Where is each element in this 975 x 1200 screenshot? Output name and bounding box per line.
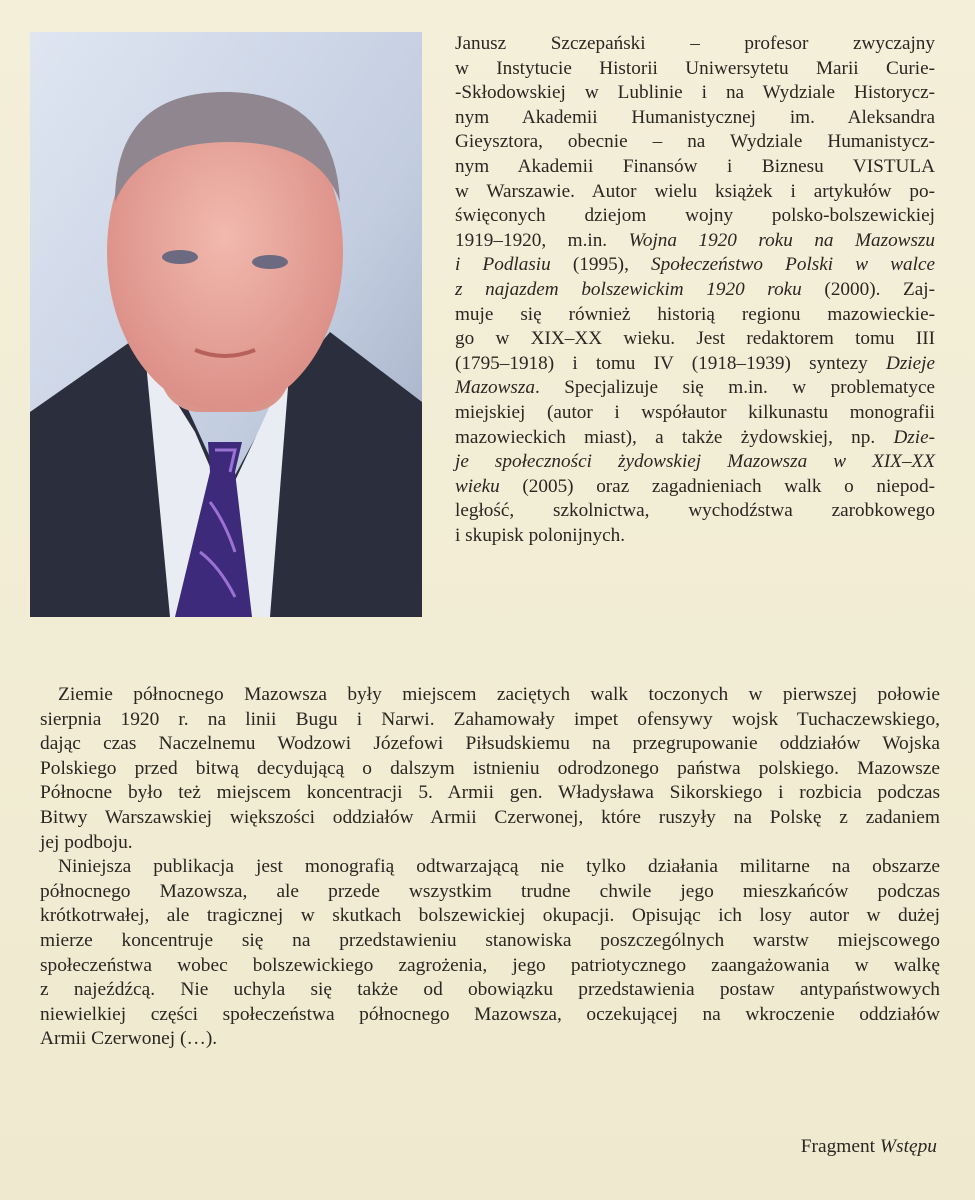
- bio-text: 1919–1920, m.in.: [455, 229, 629, 251]
- bio-text: nym Akademii Humanistycznej im. Aleksandra: [455, 106, 935, 128]
- bio-line: [455, 499, 935, 524]
- bio-line: [455, 180, 935, 205]
- bio-italic-title: Mazowsza: [455, 377, 535, 399]
- paragraph-line: sierpnia 1920 r. na linii Bugu i Narwi. Zahamowały impet ofensywy wojsk Tuchaczewskiego,: [40, 708, 940, 730]
- paragraph-line: Północne było też miejscem koncentracji 5. Armii gen. Władysława Sikorskiego i rozbicia podczas: [40, 782, 940, 804]
- paragraph-line: Bitwy Warszawskiej większości oddziałów Armii Czerwonej, które ruszyły na Polskę z zadaniem: [40, 806, 940, 828]
- paragraph-line: Polskiego przed bitwą decydującą o dalszym istnieniu odrodzonego państwa polskiego. Mazowsze: [40, 757, 940, 779]
- attribution-prefix: Fragment: [800, 1136, 880, 1157]
- paragraph-line: mierze koncentruje się na przedstawieniu stanowiska poszczególnych warstw miejscowego: [40, 929, 940, 951]
- bio-text: (1795–1918) i tomu IV (1918–1939) syntezy: [455, 352, 886, 374]
- bio-line: [455, 278, 935, 303]
- paragraph-line: dając czas Naczelnemu Wodzowi Józefowi Piłsudskiemu na przegrupowanie oddziałów Wojska: [40, 733, 940, 755]
- bio-line: [455, 450, 935, 475]
- bio-text: go w XIX–XX wieku. Jest redaktorem tomu III: [455, 328, 935, 350]
- paragraph-line: społeczeństwa wobec bolszewickiego zagrożenia, jego patriotycznego zaangażowania w walkę: [40, 954, 940, 976]
- bio-text: mazowieckich miast), a także żydowskiej, np.: [455, 426, 894, 448]
- bio-italic-title: z najazdem bolszewickim 1920 roku: [455, 278, 802, 300]
- bio-text: (2005) oraz zagadnieniach walk o niepod-: [499, 475, 935, 497]
- bio-italic-title: je społeczności żydowskiej Mazowsza w XIX–XX: [455, 451, 935, 473]
- paragraph-line: północnego Mazowsza, ale przede wszystkim trudne chwile jego mieszkańców podczas: [40, 880, 940, 902]
- bio-text: ległość, szkolnictwa, wychodźstwa zarobkowego: [455, 500, 935, 522]
- bio-italic-title: Dzie-: [893, 426, 935, 448]
- bio-line: [455, 327, 935, 352]
- bio-text: muje się również historią regionu mazowieckie-: [455, 303, 935, 325]
- bio-text: Gieysztora, obecnie – na Wydziale Humanistycz-: [455, 131, 935, 153]
- portrait-image: [30, 32, 422, 617]
- bio-line: [455, 57, 935, 82]
- paragraph-line: Ziemie północnego Mazowsza były miejscem zaciętych walk toczonych w pierwszej połowie: [58, 684, 940, 705]
- bio-text: w Instytucie Historii Uniwersytetu Marii Curie-: [455, 57, 935, 79]
- bio-line: [455, 204, 935, 229]
- bio-text: w Warszawie. Autor wielu książek i artykułów po-: [455, 180, 935, 202]
- bio-line: [455, 352, 935, 377]
- bio-line: [455, 303, 935, 328]
- author-biography: [455, 32, 935, 548]
- bio-line: [455, 475, 935, 500]
- paragraph-line: jej podboju.: [40, 831, 133, 853]
- paragraph-line: z najeźdźcą. Nie uchyla się także od obowiązku przedstawienia postaw antypaństwowych: [40, 979, 940, 1001]
- bio-italic-title: Dzieje: [885, 352, 935, 374]
- bio-line: [455, 229, 935, 254]
- bio-text: (1995),: [550, 254, 652, 276]
- author-photo: [30, 32, 422, 617]
- bio-text: -Skłodowskiej w Lublinie i na Wydziale Historycz-: [455, 82, 935, 104]
- bio-line: [455, 426, 935, 451]
- bio-line: [455, 155, 935, 180]
- bio-text: święconych dziejom wojny polsko-bolszewickiej: [455, 205, 935, 227]
- bio-line: [455, 130, 935, 155]
- paragraph: [40, 683, 940, 855]
- paragraph-line: krótkotrwałej, ale tragicznej w skutkach bolszewickiej okupacji. Opisując ich losy autor w dużej: [40, 905, 940, 927]
- bio-line: [455, 524, 935, 549]
- book-description: [40, 683, 940, 1052]
- paragraph-line: niewielkiej części społeczeństwa północnego Mazowsza, oczekującej na wkroczenie oddziałów: [40, 1003, 940, 1025]
- bio-text: (2000). Zaj-: [801, 278, 935, 300]
- bio-text: miejskiej (autor i współautor kilkunastu monografii: [455, 401, 935, 423]
- bio-italic-title: wieku: [455, 475, 500, 497]
- bio-italic-title: Społeczeństwo Polski w walce: [651, 254, 935, 276]
- bio-line: [455, 253, 935, 278]
- bio-line: [455, 376, 935, 401]
- bio-italic-title: i Podlasiu: [455, 254, 551, 276]
- attribution-title: Wstępu: [879, 1136, 937, 1157]
- bio-line: [455, 401, 935, 426]
- bio-text: nym Akademii Finansów i Biznesu VISTULA: [455, 155, 935, 177]
- bio-text: . Specjalizuje się m.in. w problematyce: [534, 377, 935, 399]
- bio-line: [455, 106, 935, 131]
- bio-line: [455, 81, 935, 106]
- bio-italic-title: Wojna 1920 roku na Mazowszu: [628, 229, 935, 251]
- paragraph: [40, 855, 940, 1052]
- paragraph-line: Armii Czerwonej (…).: [40, 1028, 218, 1050]
- bio-text: i skupisk polonijnych.: [455, 524, 626, 546]
- paragraph-line: Niniejsza publikacja jest monografią odtwarzającą nie tylko działania militarne na obszarze: [58, 856, 940, 878]
- bio-text: Janusz Szczepański – profesor zwyczajny: [455, 33, 935, 54]
- bio-line: [455, 32, 935, 57]
- source-attribution: [801, 1136, 937, 1158]
